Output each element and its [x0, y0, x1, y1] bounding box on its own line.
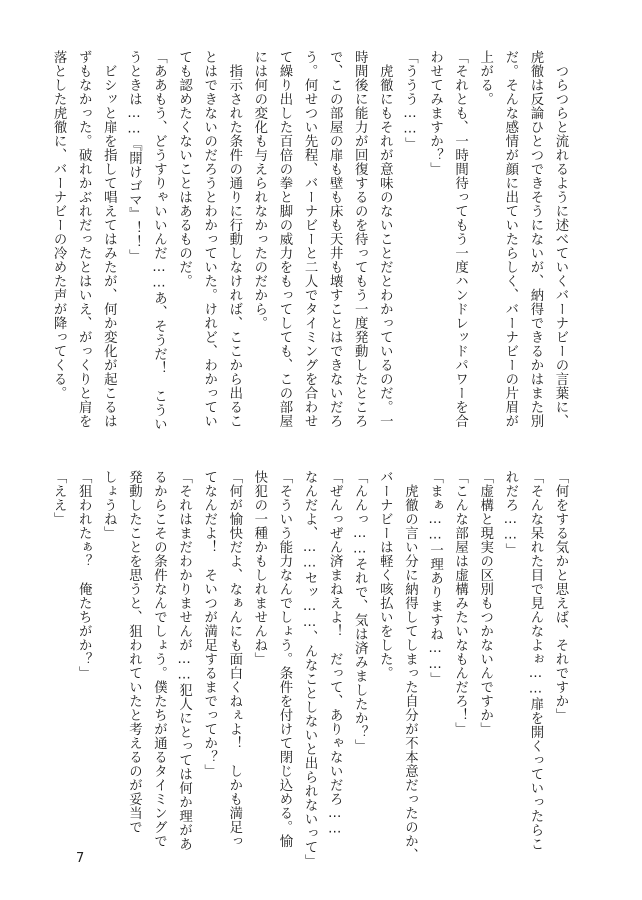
- text-line: 時間後に能力が回復するのを待ってもう一度発動したところ: [352, 50, 368, 428]
- text-line: 虎徹の言い分に納得してしまった自分が不本意だったのか、: [402, 470, 418, 862]
- text-line: 「そういう能力なんでしょう。条件を付けて閉じ込める。愉: [276, 470, 292, 848]
- text-line: なんだよ、……セッ……、んなことしないと出られないって」: [302, 470, 318, 869]
- text-line: 「何が愉快だよ、なぁんにも面白くねぇよ！ しかも満足っ: [226, 470, 242, 848]
- text-line: 「ええ」: [51, 470, 67, 526]
- text-line: わせてみますか？」: [427, 50, 443, 176]
- text-line: つらつらと流れるように述べていくバーナビーの言葉に、: [553, 50, 568, 428]
- text-line: 「それとも、一時間待ってもう一度ハンドレッドパワーを合: [452, 50, 468, 428]
- text-line: 快犯の一種かもしれませんね」: [251, 470, 267, 666]
- text-line: ビシッと扉を指して唱えてはみたが、何か変化が起こるは: [101, 50, 117, 428]
- text-line: 上がる。: [477, 50, 493, 106]
- text-line: ても認めたくないことはあるものだ。: [176, 50, 192, 288]
- text-line: う。何せつい先程、バーナビーと二人でタイミングを合わせ: [302, 50, 318, 428]
- text-line: 発動したことを思うと、狙われていたと考えるのが妥当で: [126, 470, 142, 834]
- text-line: 落とした虎徹に、バーナビーの冷めた声が降ってくる。: [51, 50, 67, 400]
- bottom-text-block: [51, 470, 573, 869]
- text-line: 「何をする気かと思えば、それですか」: [553, 470, 568, 722]
- text-line: 「虚構と現実の区別もつかないんですか」: [477, 470, 493, 736]
- text-line: 「まぁ……一理ありますね……」: [427, 470, 443, 687]
- text-line: るからこその条件なんでしょう。僕たちが通るタイミングで: [151, 470, 167, 848]
- text-line: ずもなかった。破れかぶれだったとはいえ、がっくりと肩を: [76, 50, 92, 428]
- text-line: うときは……『開けゴマ』！！」: [126, 50, 142, 264]
- text-line: 「ぜんっぜん済まねえよ！ だって、ありゃないだろ……: [327, 470, 343, 838]
- text-line: て繰り出した百倍の拳と脚の威力をもってしても、この部屋: [276, 50, 292, 428]
- text-line: 「ううう……」: [402, 50, 418, 152]
- text-line: で、この部屋の扉も壁も床も天井も壊すことはできないだろ: [327, 50, 343, 428]
- text-line: 「んんっ……それで、気は済みましたか？」: [352, 470, 368, 754]
- text-line: 「こんな部屋は虚構みたいなもんだろ！」: [452, 470, 468, 736]
- text-line: てなんだよ！ そいつが満足するまでってか？」: [201, 470, 217, 778]
- text-line: には何の変化も与えられなかったのだから。: [251, 50, 267, 330]
- text-line: 虎徹は反論ひとつできそうにないが、納得できるかはまた別: [527, 50, 543, 428]
- text-line: 「ああもう、どうすりゃいいんだ……あ、そうだ！ こうい: [151, 50, 167, 432]
- top-text-block: [51, 50, 573, 432]
- text-line: 虎徹にもそれが意味のないことだとわかっているのだ。一: [377, 50, 393, 428]
- text-line: 「そんな呆れた目で見んなよぉ……扉を開くっていったらこ: [527, 470, 543, 852]
- text-line: 「狙われたぁ？ 俺たちがか？」: [76, 470, 92, 680]
- text-line: とはできないのだろうとわかっていた。けれど、わかってい: [201, 50, 217, 428]
- text-line: バーナビーは軽く咳払いをした。: [377, 470, 393, 680]
- page-number: 7: [76, 851, 85, 866]
- text-line: 「それはまだわかりませんが……犯人にとっては何か理があ: [176, 470, 192, 852]
- text-line: しょうね」: [101, 470, 117, 540]
- text-line: 指示された条件の通りに行動しなければ、ここから出るこ: [226, 50, 242, 428]
- text-line: れだろ……」: [502, 470, 518, 558]
- text-line: だ。そんな感情が顔に出ていたらしく、バーナビーの片眉が: [502, 50, 518, 428]
